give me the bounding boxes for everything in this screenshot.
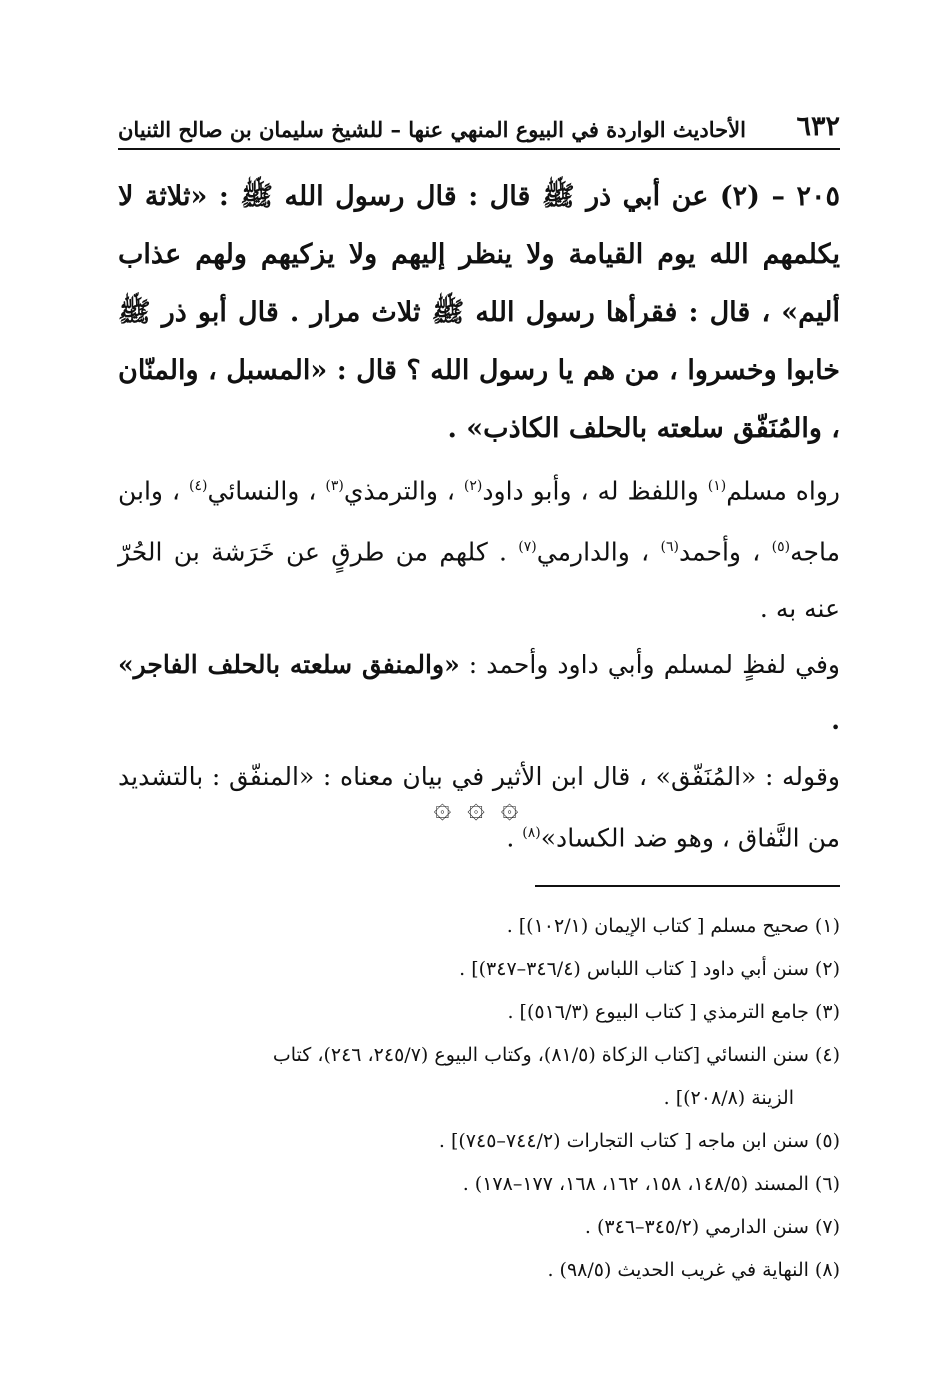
narration-text: ، وأحمد (678, 537, 772, 567)
narration-text: رواه مسلم (726, 476, 840, 506)
variant-text: وفي لفظٍ لمسلم وأبي داود وأحمد : (459, 649, 841, 679)
footnote: (٢) سنن أبي داود [ كتاب اللباس (٣٤٦/٤–٣٤٧)] . (459, 958, 840, 980)
footnote: (٧) سنن الدارمي (٣٤٥/٢–٣٤٦) . (584, 1216, 840, 1238)
star-ornament-icon: ۞ (433, 790, 452, 825)
narration-text: ، والترمذي (343, 476, 464, 506)
explanation-text: وقوله : «المُنَفّق» ، قال ابن الأثير في بيان معناه : «المنفّق : بالتشديد من النَّفاق ، وهو ضد الكساد» (118, 761, 840, 852)
running-title: الأحاديث الواردة في البيوع المنهي عنها – للشيخ سليمان بن صالح الثنيان (118, 117, 746, 142)
footnote: (٣) جامع الترمذي [ كتاب البيوع (٥١٦/٣)] . (507, 1001, 840, 1023)
hadith-text (118, 168, 840, 458)
main-text (118, 168, 840, 866)
footnote: (١) صحيح مسلم [ كتاب الإيمان (١٠٢/١)] . (506, 915, 840, 937)
page-number: ٦٣٢ (796, 111, 840, 142)
footnote-ref: (٤) (189, 478, 208, 494)
footnote-ref: (٢) (463, 478, 483, 494)
narration-text: واللفظ له ، وأبو داود (482, 476, 708, 506)
footnote-ref: (٦) (660, 539, 679, 556)
footnote: (٨) النهاية في غريب الحديث (٩٨/٥) . (547, 1259, 840, 1281)
narration-paragraph (118, 458, 840, 637)
hadith-body: عن أبي ذر ﷺ قال : قال رسول الله ﷺ : «ثلاثة لا يكلمهم الله يوم القيامة ولا ينظر إليهم ولا يزكيهم ولهم عذاب أليم» ، قال : فقرأها رسول الله ﷺ ثلاث مرار . قال أبو ذر ﷺ خابوا وخسروا ، من هم يا رسول الله ؟ قال : «المسبل ، والمنّان ، والمُنَفّق سلعته بالحلف الكاذب» . (118, 181, 840, 444)
footnote-divider (535, 885, 840, 887)
narration-text: ، والدارمي (536, 537, 661, 567)
variant-paragraph (118, 637, 840, 749)
variant-quote: «والمنفق سلعته بالحلف الفاجر» . (118, 649, 840, 735)
star-ornament-icon: ۞ (500, 790, 519, 825)
footnote: (٦) المسند (١٤٨/٥، ١٥٨، ١٦٢، ١٦٨، ١٧٧–١٧٨) . (462, 1173, 840, 1195)
footnote-ref: (١) (707, 478, 727, 494)
narration-text: ، وابن ماجه (118, 476, 841, 567)
section-separator (0, 790, 952, 825)
page-header (118, 100, 840, 150)
narration-text: ، والنسائي (207, 476, 326, 506)
star-ornament-icon: ۞ (467, 790, 485, 825)
footnote-ref: (٧) (518, 539, 537, 556)
footnote-ref: (٥) (771, 539, 791, 556)
footnote: (٤) سنن النسائي [كتاب الزكاة (٨١/٥)، وكتاب البيوع (٢٤٥/٧، ٢٤٦)، كتاب (272, 1044, 840, 1066)
narration-text: . كلهم من طرقٍ عن خَرَشة بن الحُرّ عنه به . (118, 537, 840, 623)
footnote-continuation: الزينة (٢٠٨/٨)] . (663, 1087, 794, 1109)
footnote-ref: (٨) (522, 824, 541, 841)
hadith-number: ٢٠٥ – (٢) (719, 181, 840, 212)
footnote-ref: (٣) (325, 478, 344, 494)
footnotes (118, 905, 840, 1292)
explanation-text: . (506, 822, 523, 852)
footnote: (٥) سنن ابن ماجه [ كتاب التجارات (٧٤٤/٢–٧٤٥)] . (438, 1130, 840, 1152)
